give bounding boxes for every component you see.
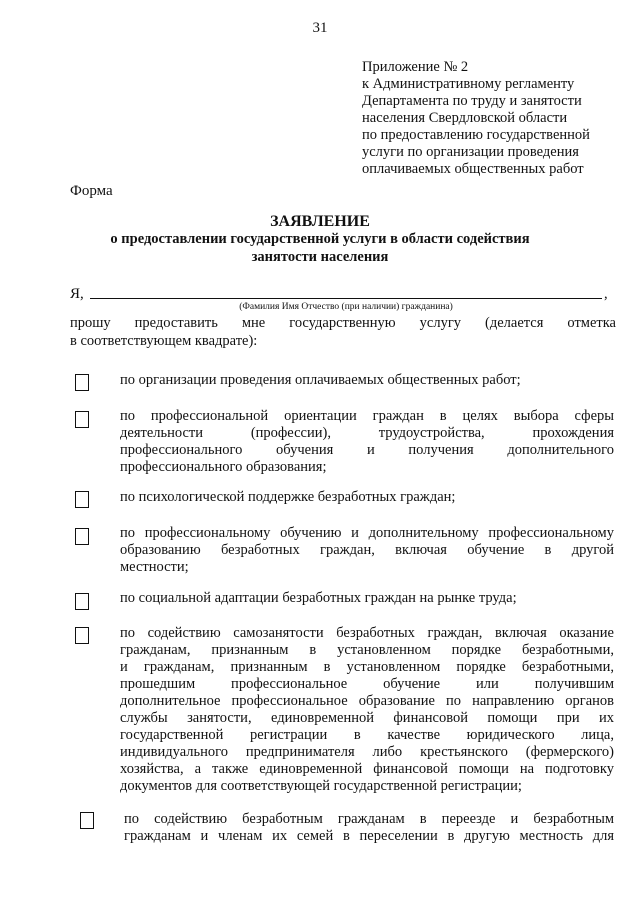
appendix-line: по предоставлению государственной bbox=[362, 127, 590, 143]
option-text-line: государственной регистрации в качестве юридического лица, bbox=[120, 727, 614, 743]
option-text-line: местности; bbox=[120, 559, 189, 575]
option-text-line: по социальной адаптации безработных граждан на рынке труда; bbox=[120, 590, 517, 606]
option-checkbox-relocation[interactable] bbox=[80, 812, 94, 829]
appendix-line: оплачиваемых общественных работ bbox=[362, 161, 584, 177]
request-text-line-1: прошу предоставить мне государственную услугу (делается отметка bbox=[70, 315, 616, 331]
option-checkbox-vocational-training[interactable] bbox=[75, 528, 89, 545]
option-relocation bbox=[124, 811, 614, 845]
option-checkbox-social-adaptation[interactable] bbox=[75, 593, 89, 610]
option-text-line: образованию безработных граждан, включая обучение в другой bbox=[120, 542, 614, 558]
form-label: Форма bbox=[70, 183, 113, 199]
appendix-line: Приложение № 2 bbox=[362, 59, 469, 75]
applicant-name-field[interactable] bbox=[90, 297, 602, 299]
document-title: ЗАЯВЛЕНИЕ bbox=[270, 213, 370, 230]
document-subtitle-line-1: о предоставлении государственной услуги в области содействия bbox=[110, 231, 530, 247]
option-career-guidance bbox=[120, 408, 614, 476]
option-text-line: дополнительное профессиональное образование по направлению органов bbox=[120, 693, 614, 709]
applicant-prefix: Я, bbox=[70, 286, 84, 302]
option-text-line: профессионального обучения и получения дополнительного bbox=[120, 442, 614, 458]
appendix-line: к Административному регламенту bbox=[362, 76, 575, 92]
option-text-line: по содействию безработным гражданам в переезде и безработным bbox=[124, 811, 614, 827]
option-text-line: службы занятости, единовременной финансовой помощи при их bbox=[120, 710, 614, 726]
option-self-employment bbox=[120, 625, 614, 795]
option-social-adaptation bbox=[120, 590, 614, 607]
document-subtitle-line-2: занятости населения bbox=[251, 249, 389, 265]
option-text-line: по профессиональной ориентации граждан в целях выбора сферы bbox=[120, 408, 614, 424]
option-public-works bbox=[120, 372, 614, 389]
page-number: 31 bbox=[312, 20, 328, 36]
appendix-header bbox=[362, 59, 632, 178]
applicant-suffix: , bbox=[604, 286, 608, 302]
option-text-line: по психологической поддержке безработных граждан; bbox=[120, 489, 456, 505]
option-psychological-support bbox=[120, 489, 614, 506]
option-text-line: гражданам, признанным в установленном порядке безработными, bbox=[120, 642, 614, 658]
option-text-line: хозяйства, а также единовременной финансовой помощи на подготовку bbox=[120, 761, 614, 777]
option-text-line: прошедшим профессиональное обучение или получившим bbox=[120, 676, 614, 692]
appendix-line: населения Свердловской области bbox=[362, 110, 568, 126]
option-text-line: по организации проведения оплачиваемых общественных работ; bbox=[120, 372, 521, 388]
option-text-line: деятельности (профессии), трудоустройства, прохождения bbox=[120, 425, 614, 441]
option-text-line: индивидуального предпринимателя либо крестьянского (фермерского) bbox=[120, 744, 614, 760]
option-text-line: по содействию самозанятости безработных граждан, включая оказание bbox=[120, 625, 614, 641]
option-checkbox-career-guidance[interactable] bbox=[75, 411, 89, 428]
option-checkbox-self-employment[interactable] bbox=[75, 627, 89, 644]
appendix-line: Департамента по труду и занятости bbox=[362, 93, 582, 109]
option-text-line: и гражданам, признанным в установленном порядке безработными, bbox=[120, 659, 614, 675]
option-text-line: профессионального образования; bbox=[120, 459, 327, 475]
option-vocational-training bbox=[120, 525, 614, 576]
appendix-line: услуги по организации проведения bbox=[362, 144, 579, 160]
option-checkbox-psychological-support[interactable] bbox=[75, 491, 89, 508]
request-text-line-2: в соответствующем квадрате): bbox=[70, 333, 258, 349]
option-checkbox-public-works[interactable] bbox=[75, 374, 89, 391]
option-text-line: по профессиональному обучению и дополнительному профессиональному bbox=[120, 525, 614, 541]
applicant-name-caption: (Фамилия Имя Отчество (при наличии) гражданина) bbox=[239, 302, 453, 312]
option-text-line: документов для соответствующей государственной регистрации; bbox=[120, 778, 522, 794]
option-text-line: гражданам и членам их семей в переселении в другую местность для bbox=[124, 828, 614, 844]
